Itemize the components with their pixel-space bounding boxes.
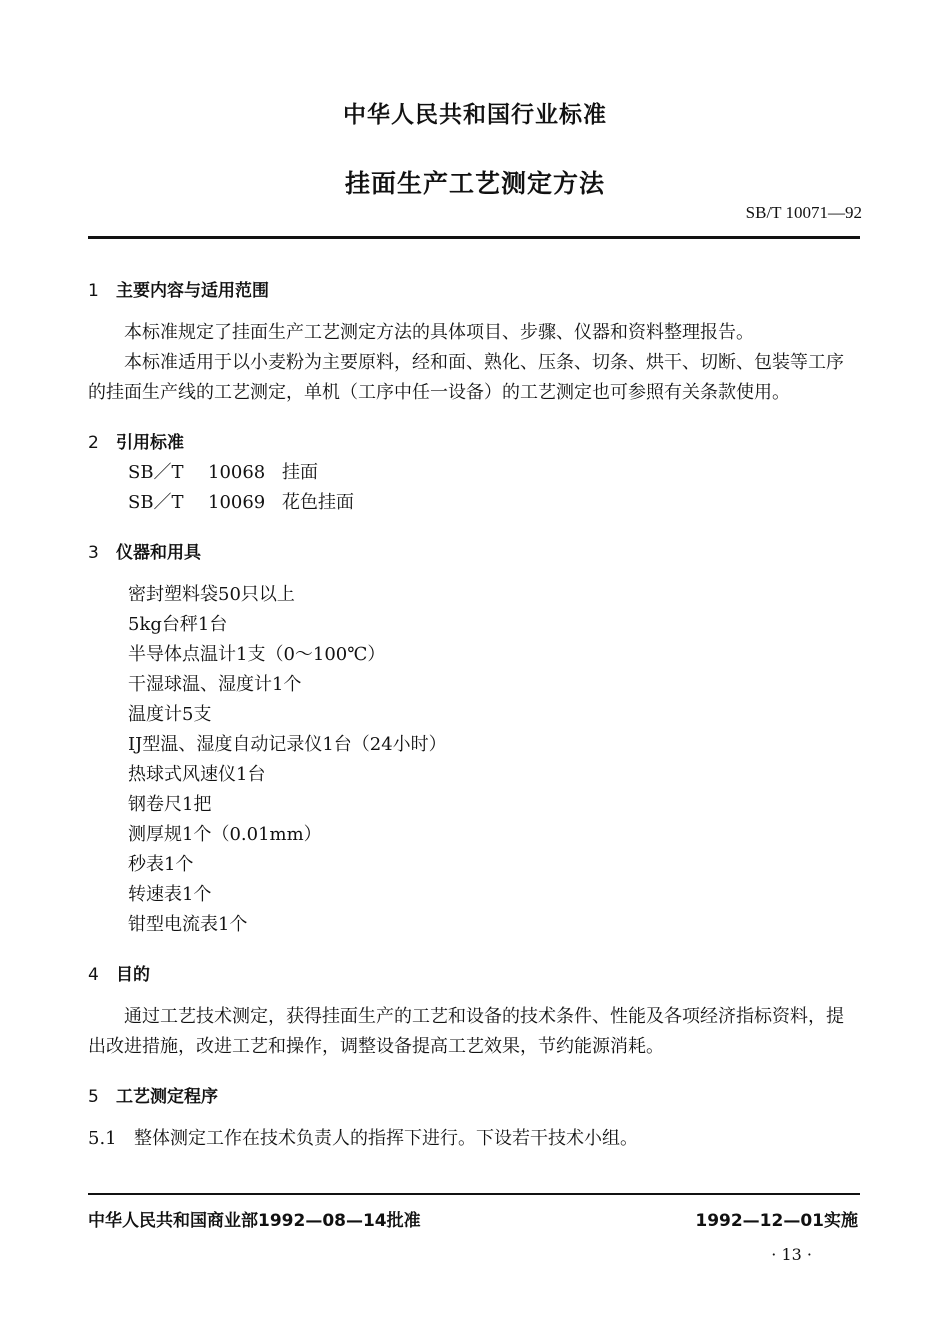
- equipment-item: 秒表1个: [128, 854, 194, 875]
- section-1-paragraph-2: 本标准适用于以小麦粉为主要原料，经和面、熟化、压条、切条、烘干、切断、包装等工序的挂面生产线的工艺测定，单机（工序中任一设备）的工艺测定也可参照有关条款使用。: [88, 352, 844, 403]
- clause-5-1: [88, 1124, 860, 1154]
- section-4-paragraph: 通过工艺技术测定，获得挂面生产的工艺和设备的技术条件、性能及各项经济指标资料，提出改进措施，改进工艺和操作，调整设备提高工艺效果，节约能源消耗。: [88, 1006, 844, 1057]
- effective-date: 1992—12—01实施: [695, 1211, 858, 1231]
- reference-number: 10069: [208, 492, 266, 513]
- section-number: 5: [88, 1087, 99, 1107]
- section-number: 3: [88, 543, 99, 563]
- reference-item: [128, 488, 860, 518]
- bottom-rule: [88, 1193, 860, 1195]
- document-body: [88, 276, 860, 1154]
- equipment-list: [88, 580, 860, 940]
- reference-code: SB／T: [128, 462, 184, 483]
- section-4-heading: [88, 960, 860, 990]
- equipment-item: 半导体点温计1支（0～100℃）: [128, 644, 386, 665]
- document-title: 挂面生产工艺测定方法: [344, 169, 605, 198]
- section-number: 4: [88, 965, 99, 985]
- clause-number: 5.1: [88, 1128, 117, 1149]
- section-title: 引用标准: [116, 433, 184, 453]
- approval-statement: 中华人民共和国商业部1992—08—14批准: [88, 1211, 421, 1231]
- section-title: 仪器和用具: [116, 543, 201, 563]
- equipment-item: 转速表1个: [128, 884, 212, 905]
- equipment-item: 钳型电流表1个: [128, 914, 248, 935]
- section-2-heading: [88, 428, 860, 458]
- section-number: 2: [88, 433, 99, 453]
- reference-item: [128, 458, 860, 488]
- equipment-item: IJ型温、湿度自动记录仪1台（24小时）: [128, 734, 447, 755]
- reference-name: 挂面: [282, 462, 318, 483]
- section-1-heading: [88, 276, 860, 306]
- equipment-item: 钢卷尺1把: [128, 794, 212, 815]
- issuing-body-title: 中华人民共和国行业标准: [343, 102, 607, 128]
- equipment-item: 干湿球温、湿度计1个: [128, 674, 302, 695]
- equipment-item: 密封塑料袋50只以上: [128, 584, 295, 605]
- section-number: 1: [88, 281, 99, 301]
- equipment-item: 热球式风速仪1台: [128, 764, 266, 785]
- top-rule: [88, 236, 860, 239]
- equipment-item: 测厚规1个（0.01mm）: [128, 824, 322, 845]
- section-5-heading: [88, 1082, 860, 1112]
- section-1-paragraph-1: 本标准规定了挂面生产工艺测定方法的具体项目、步骤、仪器和资料整理报告。: [124, 322, 754, 343]
- section-title: 工艺测定程序: [116, 1087, 218, 1107]
- section-title: 目的: [116, 965, 150, 985]
- reference-name: 花色挂面: [282, 492, 354, 513]
- page-number: · 13 ·: [771, 1245, 812, 1264]
- section-3-heading: [88, 538, 860, 568]
- reference-code: SB／T: [128, 492, 184, 513]
- standard-code: SB/T 10071—92: [745, 203, 862, 222]
- equipment-item: 温度计5支: [128, 704, 212, 725]
- section-title: 主要内容与适用范围: [116, 281, 269, 301]
- equipment-item: 5kg台秤1台: [128, 614, 228, 635]
- reference-number: 10068: [208, 462, 266, 483]
- clause-text: 整体测定工作在技术负责人的指挥下进行。下设若干技术小组。: [134, 1128, 638, 1149]
- reference-list: [88, 458, 860, 518]
